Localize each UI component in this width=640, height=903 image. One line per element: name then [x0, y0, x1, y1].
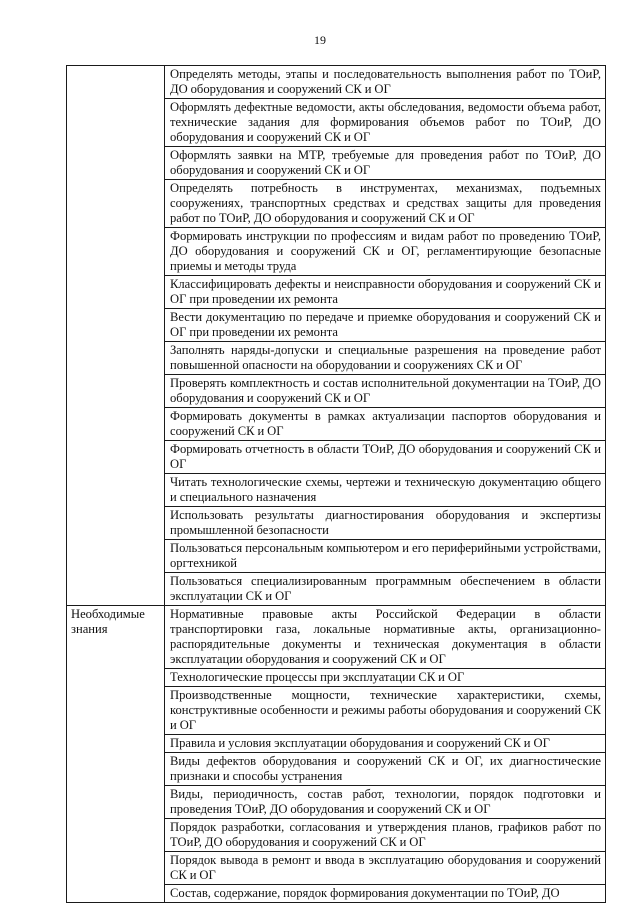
ability-item: Заполнять наряды-допуски и специальные разрешения на проведение работ повышенной опасности на оборудовании и сооружениях СК и ОГ: [165, 342, 606, 375]
knowledge-item: Порядок разработки, согласования и утверждения планов, графиков работ по ТОиР, ДО оборудования и сооружений СК и ОГ: [165, 819, 606, 852]
requirements-table: [66, 65, 606, 903]
ability-item: Читать технологические схемы, чертежи и техническую документацию общего и специального назначения: [165, 474, 606, 507]
knowledge-item: Виды дефектов оборудования и сооружений СК и ОГ, их диагностические признаки и способы устранения: [165, 753, 606, 786]
knowledge-label: Необходимые знания: [67, 606, 165, 903]
ability-item: Классифицировать дефекты и неисправности оборудования и сооружений СК и ОГ при проведении их ремонта: [165, 276, 606, 309]
table-row: [67, 606, 606, 669]
knowledge-item: Порядок вывода в ремонт и ввода в эксплуатацию оборудования и сооружений СК и ОГ: [165, 852, 606, 885]
ability-item: Проверять комплектность и состав исполнительной документации на ТОиР, ДО оборудования и сооружений СК и ОГ: [165, 375, 606, 408]
knowledge-item: Состав, содержание, порядок формирования документации по ТОиР, ДО: [165, 885, 606, 903]
ability-item: Формировать отчетность в области ТОиР, ДО оборудования и сооружений СК и ОГ: [165, 441, 606, 474]
page-number: 19: [314, 33, 326, 47]
ability-item: Формировать документы в рамках актуализации паспортов оборудования и сооружений СК и ОГ: [165, 408, 606, 441]
ability-item: Определять потребность в инструментах, механизмах, подъемных сооружениях, транспортных средствах и средствах защиты для проведения работ по ТОиР, ДО оборудования и сооружений СК и ОГ: [165, 180, 606, 228]
abilities-label-cell: [67, 66, 165, 606]
knowledge-item: Правила и условия эксплуатации оборудования и сооружений СК и ОГ: [165, 735, 606, 753]
knowledge-item: Производственные мощности, технические характеристики, схемы, конструктивные особенности и режимы работы оборудования и сооружений СК и ОГ: [165, 687, 606, 735]
knowledge-item: Нормативные правовые акты Российской Федерации в области транспортировки газа, локальные нормативные акты, организационно-распорядительные документы и техническая документация в области эксплуатации оборудования и сооружений СК и ОГ: [165, 606, 606, 669]
ability-item: Использовать результаты диагностирования оборудования и экспертизы промышленной безопасности: [165, 507, 606, 540]
ability-item: Пользоваться специализированным программным обеспечением в области эксплуатации СК и ОГ: [165, 573, 606, 606]
ability-item: Оформлять дефектные ведомости, акты обследования, ведомости объема работ, технические задания для формирования объемов работ по ТОиР, ДО оборудования и сооружений СК и ОГ: [165, 99, 606, 147]
ability-item: Формировать инструкции по профессиям и видам работ по проведению ТОиР, ДО оборудования и сооружений СК и ОГ, регламентирующие безопасные приемы и методы труда: [165, 228, 606, 276]
ability-item: Определять методы, этапы и последовательность выполнения работ по ТОиР, ДО оборудования и сооружений СК и ОГ: [165, 66, 606, 99]
knowledge-item: Технологические процессы при эксплуатации СК и ОГ: [165, 669, 606, 687]
table-row: [67, 66, 606, 99]
knowledge-item: Виды, периодичность, состав работ, технологии, порядок подготовки и проведения ТОиР, ДО оборудования и сооружений СК и ОГ: [165, 786, 606, 819]
ability-item: Пользоваться персональным компьютером и его периферийными устройствами, оргтехникой: [165, 540, 606, 573]
ability-item: Вести документацию по передаче и приемке оборудования и сооружений СК и ОГ при проведении их ремонта: [165, 309, 606, 342]
ability-item: Оформлять заявки на МТР, требуемые для проведения работ по ТОиР, ДО оборудования и сооружений СК и ОГ: [165, 147, 606, 180]
